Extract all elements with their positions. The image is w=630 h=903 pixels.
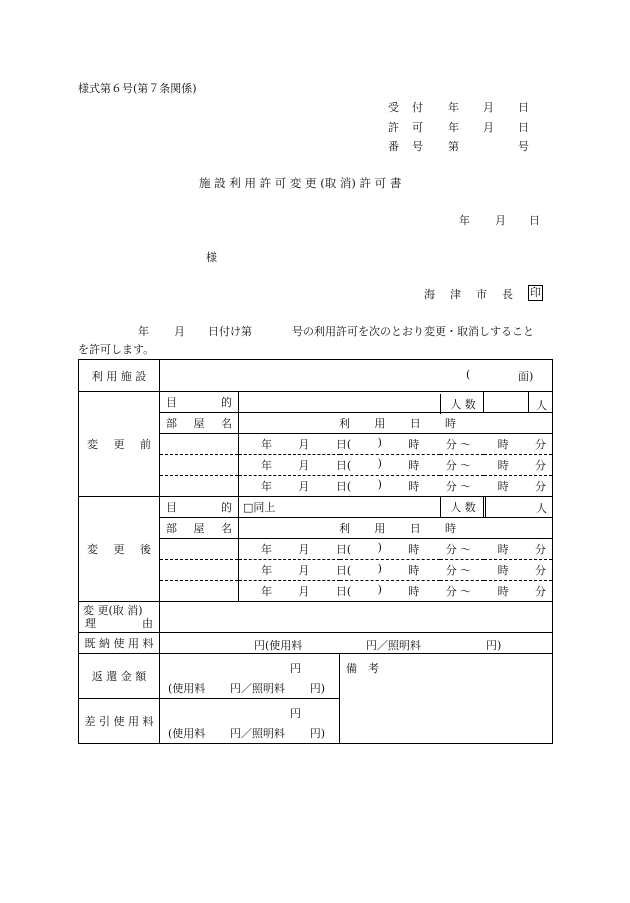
permit-table — [78, 359, 553, 744]
before-time-1[interactable]: 年 月 日( ) 時 分 〜 時 分 — [239, 434, 553, 455]
remarks-cell[interactable] — [340, 654, 553, 744]
usage-char-3: 日 — [409, 417, 421, 430]
usage-char-1: 利 — [339, 417, 350, 430]
facility-label-cell — [79, 360, 160, 392]
after-room-1[interactable] — [160, 539, 239, 560]
before-purpose-label-cell — [160, 392, 239, 413]
paid-value[interactable] — [160, 633, 553, 654]
deduct-value[interactable] — [160, 699, 340, 744]
deduct-label-cell — [79, 699, 160, 744]
reason-char-1: 理 — [85, 617, 96, 630]
before-label-cell — [79, 392, 160, 497]
after-usage-header: 利 用 日 時 — [239, 518, 553, 539]
after-char-2: 更 — [113, 543, 125, 556]
body-line-2: を許可します。 — [78, 343, 155, 356]
room-char-1: 部 — [166, 417, 177, 430]
receipt-year: 年 — [448, 101, 459, 114]
before-usage-header — [239, 413, 553, 434]
reason-char-2: 由 — [142, 617, 153, 630]
before-room-label-cell — [160, 413, 239, 434]
usage-char-2: 用 — [374, 417, 386, 430]
remarks-label: 備 考 — [346, 662, 379, 675]
issuer-char-2: 津 — [450, 288, 461, 301]
issuer-char-3: 市 — [476, 288, 487, 301]
refund-label-cell — [79, 654, 160, 699]
form-number: 様式第６号(第７条関係) — [78, 82, 197, 95]
before-room-2[interactable] — [160, 455, 239, 476]
issue-day: 日 — [529, 214, 540, 227]
before-char-2: 更 — [113, 438, 125, 451]
after-label-cell — [79, 497, 160, 602]
paid-label-cell — [79, 633, 160, 654]
issue-year: 年 — [459, 214, 470, 227]
number-dai: 第 — [448, 140, 459, 153]
number-char-1: 番 — [388, 140, 399, 153]
body-date-no: 日付け第 — [208, 325, 252, 338]
reason-value[interactable] — [160, 602, 553, 633]
seal-stamp: 印 — [530, 286, 541, 299]
refund-yen: 円 — [290, 662, 301, 675]
before-time-2[interactable]: 年 月 日( ) 時 分 〜 時 分 — [239, 455, 553, 476]
reason-label-1: 変 更(取 消) — [83, 604, 143, 617]
document-title: 施 設 利 用 許 可 変 更 (取 消) 許 可 書 — [199, 176, 402, 190]
before-count-unit: 人 — [536, 399, 547, 412]
after-purpose-label-cell: 目 的 — [160, 497, 239, 518]
facility-men: 面) — [518, 370, 534, 383]
refund-usage: (使用料 — [168, 682, 206, 695]
after-room-2[interactable] — [160, 560, 239, 581]
refund-light: 円／照明料 — [230, 682, 285, 695]
before-char-3: 前 — [140, 438, 151, 451]
permit-day: 日 — [518, 121, 529, 134]
issuer-char-4: 長 — [502, 288, 513, 301]
after-time-3[interactable]: 年 月 日( ) 時 分 〜 時 分 — [239, 581, 553, 602]
refund-label: 返 還 金 額 — [91, 670, 147, 683]
receipt-char-1: 受 — [388, 101, 399, 114]
deduct-yen: 円 — [290, 707, 301, 720]
addressee-sama: 様 — [206, 251, 217, 264]
reason-label-cell — [79, 602, 160, 633]
issue-month: 月 — [495, 214, 506, 227]
usage-char-4: 時 — [445, 417, 457, 430]
refund-close: 円) — [309, 682, 325, 695]
paid-light: 円／照明料 — [366, 639, 421, 652]
permit-char-2: 可 — [412, 121, 423, 134]
facility-value-cell[interactable] — [160, 360, 553, 392]
purpose-char-2: 的 — [221, 396, 232, 409]
receipt-char-2: 付 — [412, 101, 423, 114]
receipt-month: 月 — [483, 101, 494, 114]
permit-char-1: 許 — [388, 121, 399, 134]
deduct-usage: (使用料 — [168, 727, 206, 740]
after-room-3[interactable] — [160, 581, 239, 602]
number-go: 号 — [518, 140, 529, 153]
deduct-light: 円／照明料 — [230, 727, 285, 740]
before-char-1: 変 — [87, 438, 98, 451]
after-count-label: 人 数 — [440, 497, 486, 517]
after-char-3: 後 — [140, 543, 151, 556]
before-count-label: 人 数 — [440, 394, 485, 414]
paid-label: 既 納 使 用 料 — [84, 637, 154, 650]
purpose-char-1: 目 — [166, 396, 177, 409]
after-room-label-cell: 部 屋 名 — [160, 518, 239, 539]
permit-month: 月 — [483, 121, 494, 134]
permit-year: 年 — [448, 121, 459, 134]
before-room-3[interactable] — [160, 476, 239, 497]
room-char-3: 名 — [221, 417, 232, 430]
receipt-day: 日 — [518, 101, 529, 114]
after-char-1: 変 — [87, 543, 98, 556]
body-year: 年 — [138, 325, 149, 338]
after-purpose-same: □同上 — [243, 501, 276, 514]
number-char-2: 号 — [412, 140, 423, 153]
deduct-label: 差 引 使 用 料 — [84, 715, 154, 728]
before-room-1[interactable] — [160, 434, 239, 455]
after-time-1[interactable]: 年 月 日( ) 時 分 〜 時 分 — [239, 539, 553, 560]
body-text: 号の利用許可を次のとおり変更・取消しすること — [292, 325, 534, 338]
deduct-close: 円) — [309, 727, 325, 740]
before-time-3[interactable]: 年 月 日( ) 時 分 〜 時 分 — [239, 476, 553, 497]
paid-usage: 円(使用料 — [254, 639, 303, 652]
paid-close: 円) — [486, 639, 502, 652]
refund-value[interactable] — [160, 654, 340, 699]
issuer-char-1: 海 — [424, 288, 435, 301]
body-month: 月 — [174, 325, 185, 338]
after-time-2[interactable]: 年 月 日( ) 時 分 〜 時 分 — [239, 560, 553, 581]
room-char-2: 屋 — [193, 417, 205, 430]
after-count-unit: 人 — [536, 502, 547, 515]
facility-label: 利 用 施 設 — [91, 369, 147, 383]
facility-men-open: ( — [466, 368, 471, 381]
